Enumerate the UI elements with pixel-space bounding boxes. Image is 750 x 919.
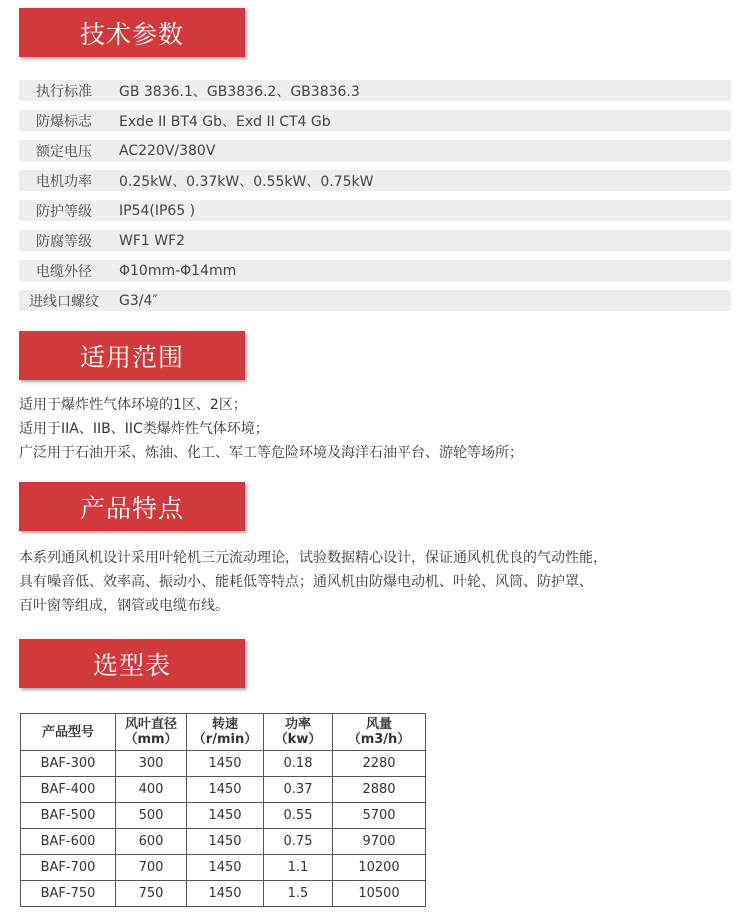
table-header-row: [21, 714, 426, 751]
spec-row: [19, 170, 731, 191]
spec-label: 电机功率: [36, 173, 92, 190]
cell-model: BAF-500: [21, 803, 116, 829]
col-header-model: 产品型号: [21, 714, 116, 751]
section-title-features: 产品特点: [19, 482, 245, 531]
cell-power: 1.5: [264, 881, 333, 907]
table-row: [21, 803, 426, 829]
spec-row: [19, 140, 731, 161]
cell-power: 0.37: [264, 777, 333, 803]
features-line: 具有噪音低、效率高、振动小、能耗低等特点；通风机由防爆电动机、叶轮、风筒、防护罩、: [19, 574, 593, 590]
col-header-airflow: 风量 （m3/h）: [333, 714, 426, 751]
spec-value: Exde II BT4 Gb、Exd II CT4 Gb: [119, 113, 331, 130]
spec-value: WF1 WF2: [119, 232, 186, 249]
col-header-speed: 转速 （r/min）: [187, 714, 264, 751]
scope-text: [19, 393, 734, 465]
table-row: [21, 751, 426, 777]
features-text: [19, 546, 734, 618]
spec-label: 进线口螺纹: [29, 293, 99, 310]
cell-power: 1.1: [264, 855, 333, 881]
cell-diameter: 600: [116, 829, 187, 855]
spec-row: [19, 110, 731, 131]
spec-label: 防腐等级: [36, 233, 92, 250]
cell-airflow: 10500: [333, 881, 426, 907]
selection-table: [20, 713, 426, 907]
cell-model: BAF-750: [21, 881, 116, 907]
table-row: [21, 777, 426, 803]
spec-row: [19, 260, 731, 281]
cell-model: BAF-400: [21, 777, 116, 803]
spec-label: 防护等级: [36, 203, 92, 220]
cell-airflow: 2280: [333, 751, 426, 777]
spec-label: 额定电压: [36, 143, 92, 160]
spec-value: G3/4″: [119, 292, 158, 309]
cell-power: 0.55: [264, 803, 333, 829]
features-line: 百叶窗等组成，钢管或电缆布线。: [19, 598, 229, 614]
col-header-diameter: 风叶直径 （mm）: [116, 714, 187, 751]
cell-speed: 1450: [187, 777, 264, 803]
spec-row: [19, 230, 731, 251]
cell-speed: 1450: [187, 855, 264, 881]
spec-value: IP54(IP65 ): [119, 202, 196, 219]
scope-line: 广泛用于石油开采、炼油、化工、军工等危险环境及海洋石油平台、游轮等场所；: [19, 445, 523, 461]
col-header-power: 功率 （kw）: [264, 714, 333, 751]
cell-model: BAF-600: [21, 829, 116, 855]
table-row: [21, 829, 426, 855]
spec-value: GB 3836.1、GB3836.2、GB3836.3: [119, 83, 360, 100]
cell-model: BAF-300: [21, 751, 116, 777]
cell-diameter: 300: [116, 751, 187, 777]
section-title-selection: 选型表: [19, 639, 245, 688]
cell-diameter: 400: [116, 777, 187, 803]
section-title-scope: 适用范围: [19, 331, 245, 380]
cell-diameter: 500: [116, 803, 187, 829]
cell-speed: 1450: [187, 803, 264, 829]
cell-airflow: 10200: [333, 855, 426, 881]
table-row: [21, 881, 426, 907]
cell-speed: 1450: [187, 881, 264, 907]
cell-model: BAF-700: [21, 855, 116, 881]
cell-speed: 1450: [187, 829, 264, 855]
table-row: [21, 855, 426, 881]
spec-label: 执行标准: [36, 83, 92, 100]
spec-label: 电缆外径: [36, 263, 92, 280]
spec-row: [19, 290, 731, 311]
spec-label: 防爆标志: [36, 113, 92, 130]
cell-speed: 1450: [187, 751, 264, 777]
scope-line: 适用于爆炸性气体环境的1区、2区；: [19, 397, 247, 413]
cell-power: 0.18: [264, 751, 333, 777]
cell-airflow: 2880: [333, 777, 426, 803]
cell-airflow: 5700: [333, 803, 426, 829]
spec-row: [19, 200, 731, 221]
spec-value: Φ10mm-Φ14mm: [119, 262, 237, 279]
scope-line: 适用于IIA、IIB、IIC类爆炸性气体环境；: [19, 421, 269, 437]
cell-airflow: 9700: [333, 829, 426, 855]
spec-value: 0.25kW、0.37kW、0.55kW、0.75kW: [119, 173, 374, 190]
cell-diameter: 750: [116, 881, 187, 907]
features-line: 本系列通风机设计采用叶轮机三元流动理论，试验数据精心设计，保证通风机优良的气动性能，: [19, 550, 607, 566]
cell-diameter: 700: [116, 855, 187, 881]
section-title-specs: 技术参数: [19, 8, 245, 57]
spec-row: [19, 80, 731, 101]
cell-power: 0.75: [264, 829, 333, 855]
spec-value: AC220V/380V: [119, 142, 216, 159]
